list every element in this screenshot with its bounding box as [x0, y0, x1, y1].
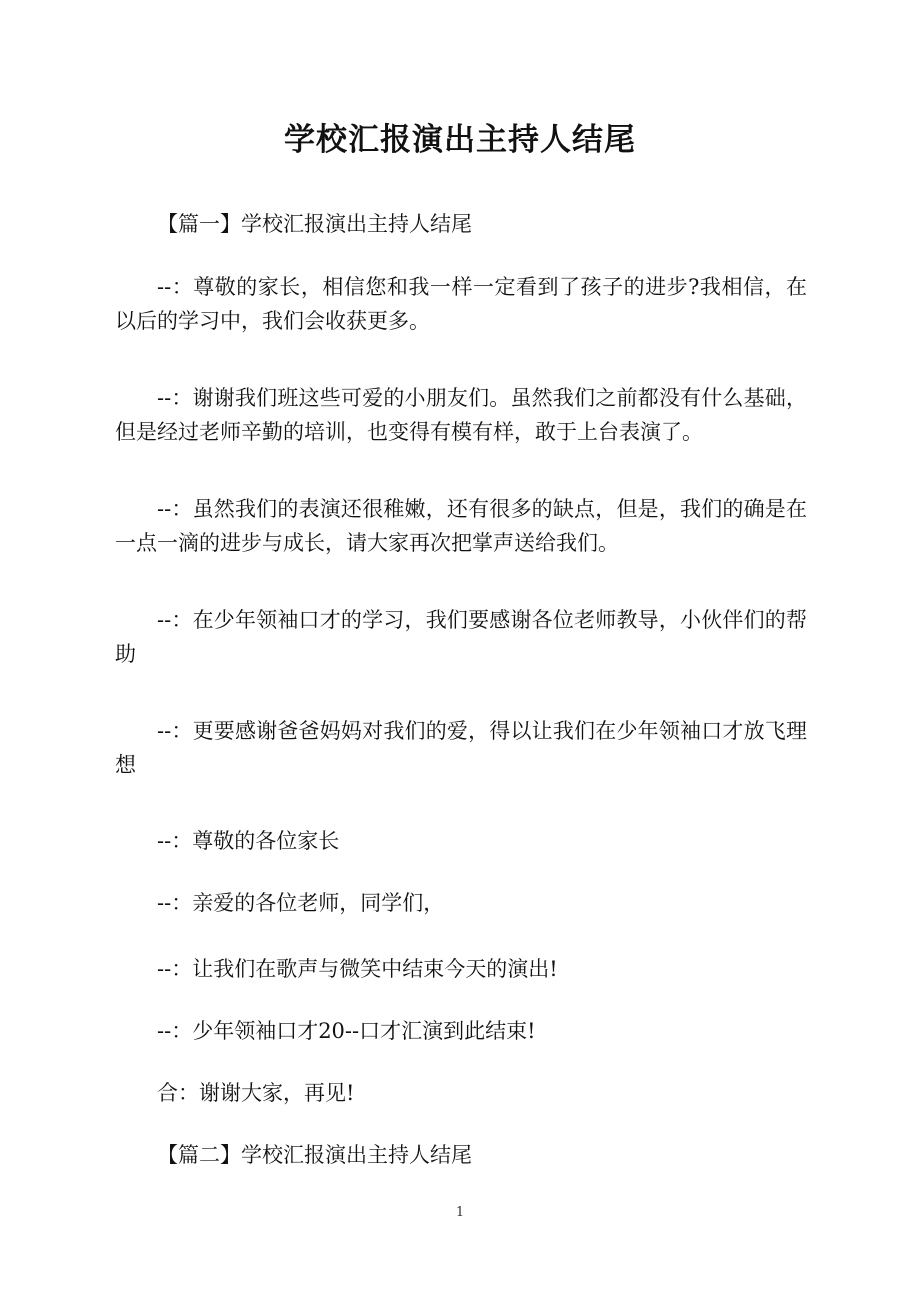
document-title: 学校汇报演出主持人结尾 [284, 122, 636, 158]
paragraph: --：让我们在歌声与微笑中结束今天的演出! [157, 957, 558, 981]
paragraph: --：尊敬的各位家长 [157, 829, 340, 853]
page-number: 1 [455, 1205, 465, 1220]
paragraph: --：尊敬的家长，相信您和我一样一定看到了孩子的进步?我相信，在以后的学习中，我们会收获更多。 [115, 275, 807, 333]
section-heading: 【篇一】学校汇报演出主持人结尾 [157, 212, 472, 236]
paragraph: --：谢谢我们班这些可爱的小朋友们。虽然我们之前都没有什么基础，但是经过老师辛勤的培训，也变得有模有样，敢于上台表演了。 [115, 386, 807, 444]
paragraph: --：在少年领袖口才的学习，我们要感谢各位老师教导，小伙伴们的帮助 [115, 608, 807, 666]
paragraph: --：更要感谢爸爸妈妈对我们的爱，得以让我们在少年领袖口才放飞理想 [115, 719, 807, 777]
paragraph: 合：谢谢大家，再见! [157, 1081, 355, 1105]
paragraph: --：亲爱的各位老师，同学们， [157, 891, 445, 915]
paragraph: --：虽然我们的表演还很稚嫩，还有很多的缺点，但是，我们的确是在一点一滴的进步与成长，请大家再次把掌声送给我们。 [115, 497, 807, 555]
paragraph: --：少年领袖口才20--口才汇演到此结束! [157, 1019, 536, 1043]
section-heading: 【篇二】学校汇报演出主持人结尾 [157, 1143, 472, 1167]
